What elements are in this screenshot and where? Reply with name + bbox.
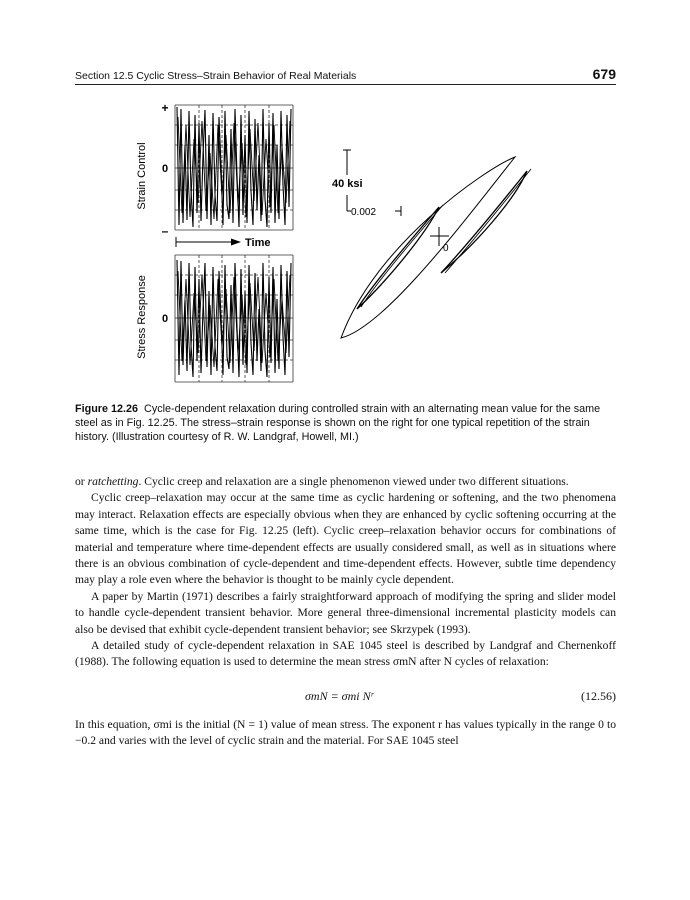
- equation-number: (12.56): [581, 688, 616, 703]
- strain-zero-label: 0: [161, 163, 169, 175]
- equation-expression: σmN = σmi Nʳ: [305, 688, 374, 703]
- strain-scale-label: 0.002: [351, 207, 377, 218]
- paragraph-1-text: . Cyclic creep and relaxation are a single phenomenon viewed under two different situations.: [138, 475, 569, 488]
- figure-12-26: [75, 95, 616, 390]
- paragraph-4: A detailed study of cycle-dependent relaxation in SAE 1045 steel is described by Landgraf and Chernenkoff (1988). The following equation is used to determine the mean stress σmN after N cycles of relaxation:: [75, 639, 616, 669]
- hysteresis-loops: [341, 157, 531, 338]
- strain-plus-label: +: [161, 101, 169, 115]
- figure-graphic: [75, 95, 616, 390]
- scale-markers: [332, 150, 401, 218]
- paragraph-5: In this equation, σmi is the initial (N = 1) value of mean stress. The exponent r has values typically in the range 0 to −0.2 and varies with the level of cyclic strain and the material. For SAE 1045 steel: [75, 717, 616, 748]
- header-rule: [75, 84, 616, 85]
- page-number: 679: [592, 66, 616, 82]
- stress-zero-label: 0: [161, 313, 169, 325]
- caption-text: Cycle-dependent relaxation during controlled strain with an alternating mean value for the same steel as in Fig. 12.25. The stress–strain response is shown on the right for one typical repetition of the strain history. (Illustration courtesy of R. W. Landgraf, Howell, MI.): [75, 403, 601, 443]
- paragraph-3: A paper by Martin (1971) describes a fairly straightforward approach of modifying the spring and slider model to handle cycle-dependent transient behavior. More general three-dimensional incremental plasticity models can also be devised that exhibit cycle-dependent transient behavior; see Skrzypek (1993).: [75, 589, 616, 636]
- caption-label: Figure 12.26: [75, 403, 139, 415]
- strain-minus-label: –: [161, 224, 169, 238]
- time-label: Time: [245, 237, 271, 249]
- running-head: [75, 66, 616, 86]
- time-axis-arrow: [176, 237, 270, 249]
- equation-12-56: [75, 681, 616, 711]
- figure-caption: [75, 402, 616, 444]
- stress-scale-label: 40 ksi: [332, 178, 363, 190]
- body-text: [75, 474, 616, 750]
- strain-control-panel: [136, 101, 293, 238]
- ratchetting-term: ratchetting: [87, 475, 139, 488]
- paragraph-1-lead: or: [75, 475, 88, 488]
- section-title: Section 12.5 Cyclic Stress–Strain Behavior of Real Materials: [75, 70, 357, 82]
- strain-control-label: Strain Control: [136, 142, 148, 210]
- paragraph-1: [75, 474, 616, 490]
- origin-label: 0: [443, 243, 449, 254]
- stress-response-label: Stress Response: [136, 275, 148, 359]
- paragraph-2: Cyclic creep–relaxation may occur at the same time as cyclic hardening or softening, and the two phenomena may interact. Relaxation effects are especially obvious when they are enhanced by cyclic softening occurring at the same time, which is the case for Fig. 12.25 (left). Cyclic creep–relaxation behavior occurs for combinations of material and temperature where time-dependent effects are usually considered small, as well as in situations where there is an obvious combination of cycle-dependent and time-dependent effects. However, subtle time dependency may play a role even where the behavior is thought to be mainly cycle dependent.: [75, 491, 616, 587]
- stress-response-panel: [136, 255, 293, 382]
